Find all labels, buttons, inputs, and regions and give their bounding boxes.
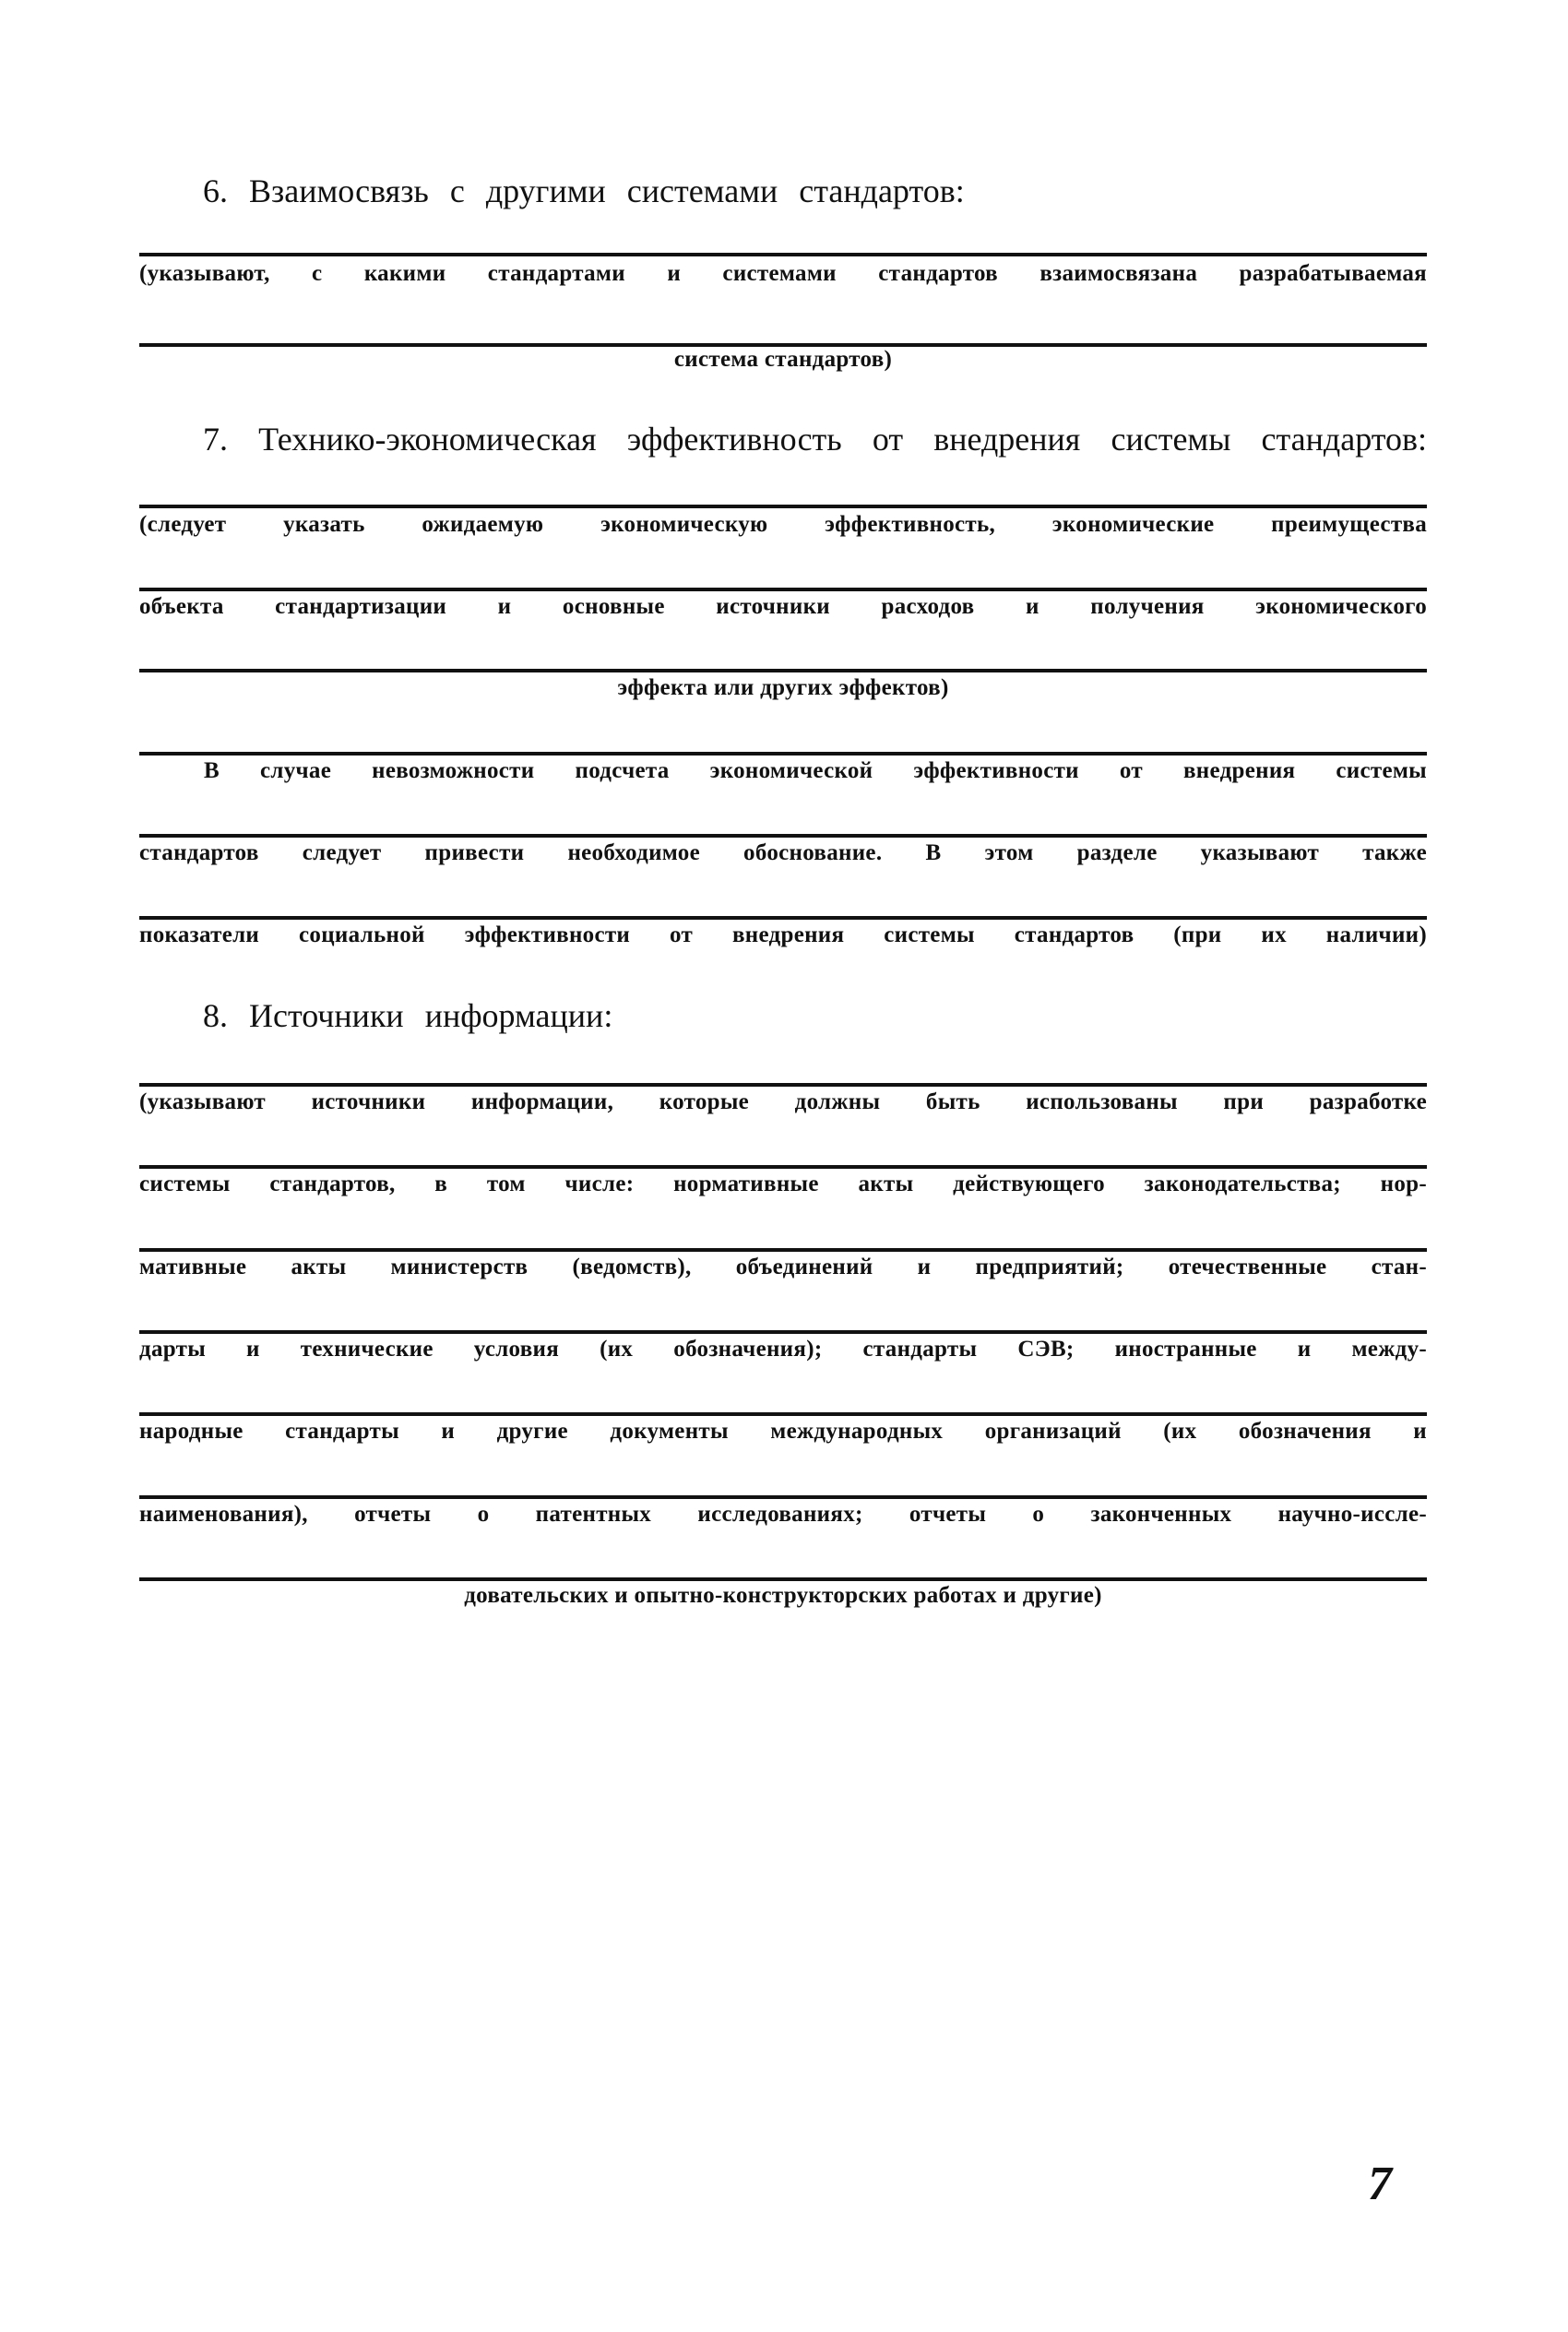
fill-line bbox=[139, 1248, 1427, 1252]
instruction-text: система стандартов) bbox=[673, 347, 893, 372]
fill-line bbox=[139, 916, 1427, 920]
instruction-text: наименования), отчеты о патентных исследованиях; отчеты о законченных научно-иссле- bbox=[139, 1502, 1427, 1527]
fill-line bbox=[139, 253, 1427, 256]
instruction-text: довательских и опытно-конструкторских работах и другие) bbox=[464, 1583, 1102, 1608]
instruction-text: В случае невозможности подсчета экономической эффективности от внедрения системы bbox=[204, 758, 1427, 783]
page-number: 7 bbox=[1368, 2158, 1392, 2210]
fill-line bbox=[139, 1412, 1427, 1416]
instruction-text: народные стандарты и другие документы международных организаций (их обозначения и bbox=[139, 1419, 1427, 1444]
fill-line bbox=[139, 1577, 1427, 1581]
section-heading: 6. Взаимосвязь с другими системами стандартов: bbox=[203, 173, 965, 209]
instruction-text: (следует указать ожидаемую экономическую эффективность, экономические преимущества bbox=[139, 512, 1427, 537]
fill-line bbox=[139, 1330, 1427, 1334]
instruction-text: эффекта или других эффектов) bbox=[617, 675, 949, 700]
fill-line bbox=[139, 752, 1427, 756]
instruction-text: показатели социальной эффективности от внедрения системы стандартов (при их наличии) bbox=[139, 922, 1427, 947]
section-heading: 7. Технико-экономическая эффективность от внедрения системы стандартов: bbox=[203, 421, 1427, 458]
instruction-text: системы стандартов, в том числе: нормативные акты действующего законодательства; нор- bbox=[139, 1172, 1427, 1196]
instruction-text: дарты и технические условия (их обозначения); стандарты СЭВ; иностранные и между- bbox=[139, 1337, 1427, 1362]
fill-line bbox=[139, 1495, 1427, 1499]
instruction-text: (указывают, с какими стандартами и системами стандартов взаимосвязана разрабатываемая bbox=[139, 261, 1427, 286]
fill-line bbox=[139, 669, 1427, 672]
fill-line bbox=[139, 834, 1427, 838]
fill-line bbox=[139, 505, 1427, 508]
instruction-text: стандартов следует привести необходимое обоснование. В этом разделе указывают также bbox=[139, 840, 1427, 865]
fill-line bbox=[139, 1165, 1427, 1169]
fill-line bbox=[139, 588, 1427, 591]
section-heading: 8. Источники информации: bbox=[203, 997, 613, 1034]
instruction-text: (указывают источники информации, которые должны быть использованы при разработке bbox=[139, 1089, 1427, 1114]
fill-line bbox=[139, 1083, 1427, 1087]
instruction-text: мативные акты министерств (ведомств), объединений и предприятий; отечественные стан- bbox=[139, 1255, 1427, 1279]
instruction-text: объекта стандартизации и основные источники расходов и получения экономического bbox=[139, 594, 1427, 619]
